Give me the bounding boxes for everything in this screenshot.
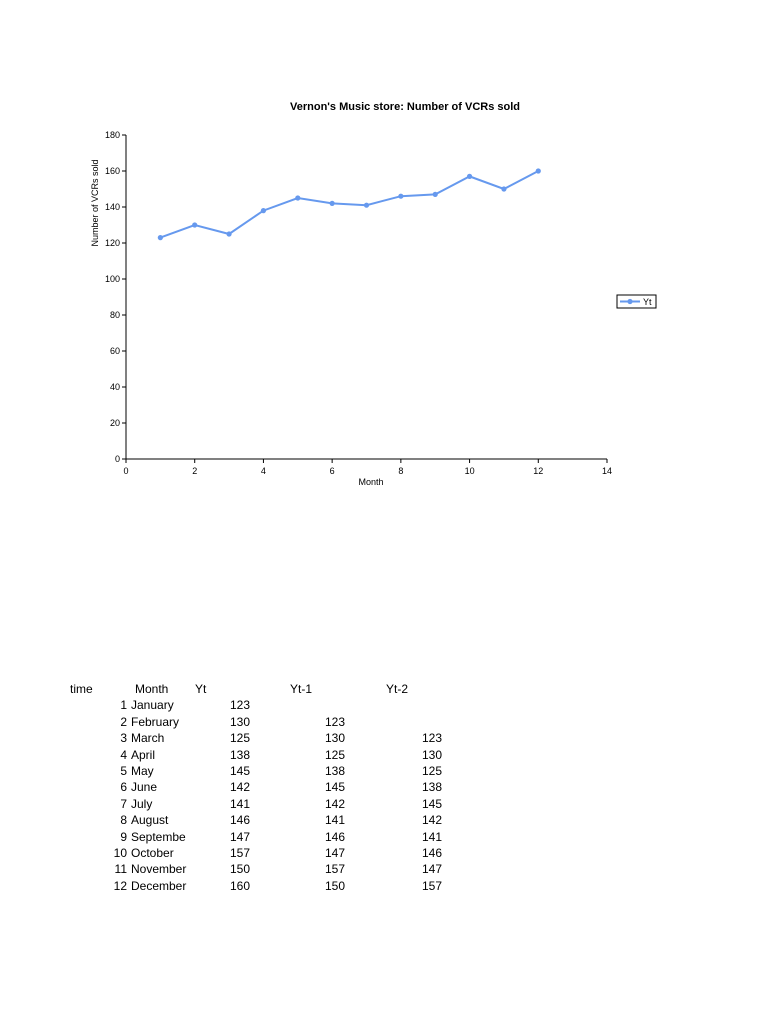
cell-month: December: [131, 878, 187, 893]
cell-time: 1: [120, 698, 127, 713]
cell-yt2: 138: [422, 780, 443, 795]
cell-yt2: 141: [422, 829, 443, 844]
data-table: [70, 681, 483, 894]
x-tick-label: 14: [601, 466, 613, 476]
cell-month: March: [131, 731, 165, 746]
cell-yt: 146: [230, 813, 251, 828]
y-tick-label: 100: [104, 274, 120, 284]
chart-title: Vernon's Music store: Number of VCRs sold: [290, 101, 520, 113]
cell-yt: 150: [230, 862, 251, 877]
x-axis: [123, 459, 612, 476]
data-point: [261, 208, 266, 213]
series-line-yt: [160, 171, 538, 238]
table-header-row: [70, 681, 483, 697]
cell-yt2: 157: [422, 878, 443, 893]
x-tick-label: 0: [123, 466, 129, 476]
cell-time: 8: [120, 813, 127, 828]
cell-time: 9: [120, 829, 127, 844]
header-yt1: Yt-1: [290, 682, 313, 696]
cell-month: January: [131, 698, 174, 713]
cell-yt: 123: [230, 698, 251, 713]
table-row: [70, 796, 483, 812]
cell-yt1: 141: [325, 813, 346, 828]
table-row: [70, 730, 483, 746]
cell-yt1: 123: [325, 714, 346, 729]
cell-yt: 125: [230, 731, 251, 746]
header-time: time: [70, 682, 93, 696]
y-axis: [105, 130, 126, 464]
cell-yt2: 123: [422, 731, 443, 746]
cell-yt1: 138: [325, 764, 346, 779]
cell-time: 4: [120, 747, 127, 762]
table-row: [70, 747, 483, 763]
cell-yt: 141: [230, 796, 251, 811]
cell-yt1: 142: [325, 796, 346, 811]
cell-yt1: 146: [325, 829, 346, 844]
cell-month: April: [131, 747, 156, 762]
cell-yt1: 147: [325, 846, 346, 861]
cell-time: 6: [120, 780, 127, 795]
data-point: [398, 194, 403, 199]
data-point: [467, 174, 472, 179]
cell-time: 2: [120, 714, 127, 729]
cell-time: 3: [120, 731, 127, 746]
x-axis-title: Month: [358, 477, 384, 487]
cell-time: 5: [120, 764, 127, 779]
cell-yt2: 142: [422, 813, 443, 828]
y-tick-label: 0: [114, 454, 120, 464]
y-tick-label: 20: [109, 418, 120, 428]
table-row: [70, 714, 483, 730]
table-row: [70, 878, 483, 894]
table-row: [70, 697, 483, 713]
cell-yt1: 145: [325, 780, 346, 795]
table-row: [70, 861, 483, 877]
cell-time: 7: [120, 796, 127, 811]
data-point: [536, 168, 541, 173]
table-row: [70, 812, 483, 828]
cell-time: 10: [113, 846, 127, 861]
data-point: [330, 201, 335, 206]
legend-label: Yt: [643, 297, 652, 307]
table-row: [70, 845, 483, 861]
x-tick-label: 10: [464, 466, 475, 476]
series-layer: [158, 168, 541, 240]
data-point: [158, 235, 163, 240]
y-tick-label: 160: [104, 166, 120, 176]
cell-yt1: [290, 697, 386, 713]
cell-month: November: [131, 862, 187, 877]
y-tick-label: 120: [104, 238, 120, 248]
cell-yt: 138: [230, 747, 251, 762]
cell-yt1: 125: [325, 747, 346, 762]
legend-marker: [627, 299, 632, 304]
cell-yt2: 147: [422, 862, 443, 877]
table-row: [70, 829, 483, 845]
cell-month: October: [131, 846, 174, 861]
y-tick-label: 40: [109, 382, 120, 392]
y-axis-title: Number of VCRs sold: [90, 159, 100, 247]
x-tick-label: 12: [533, 466, 544, 476]
cell-yt2: 145: [422, 796, 443, 811]
cell-yt: 160: [230, 878, 251, 893]
x-tick-label: 2: [192, 466, 198, 476]
x-tick-label: 6: [329, 466, 335, 476]
table-row: [70, 763, 483, 779]
table-row: [70, 779, 483, 795]
y-tick-label: 80: [109, 310, 120, 320]
data-point: [433, 192, 438, 197]
x-tick-label: 4: [260, 466, 266, 476]
cell-yt2: [386, 714, 483, 730]
cell-month: Septembe: [131, 829, 186, 844]
cell-month: February: [131, 714, 180, 729]
cell-yt: 147: [230, 829, 251, 844]
cell-yt2: 130: [422, 747, 443, 762]
header-month: Month: [135, 682, 169, 696]
legend: [617, 295, 656, 308]
cell-yt1: 157: [325, 862, 346, 877]
data-point: [501, 186, 506, 191]
cell-yt: 130: [230, 714, 251, 729]
cell-yt: 145: [230, 764, 251, 779]
cell-month: June: [131, 780, 158, 795]
cell-yt: 142: [230, 780, 251, 795]
cell-month: August: [131, 813, 169, 828]
cell-yt1: 130: [325, 731, 346, 746]
y-tick-label: 180: [104, 130, 120, 140]
cell-time: 12: [113, 878, 127, 893]
cell-yt: 157: [230, 846, 251, 861]
data-point: [364, 203, 369, 208]
cell-yt1: 150: [325, 878, 346, 893]
data-point: [295, 195, 300, 200]
y-tick-label: 140: [104, 202, 120, 212]
cell-yt2: 146: [422, 846, 443, 861]
header-yt2: Yt-2: [386, 682, 409, 696]
cell-yt2: [386, 697, 483, 713]
header-yt: Yt: [195, 682, 207, 696]
cell-month: July: [131, 796, 153, 811]
cell-time: 11: [114, 862, 127, 877]
x-tick-label: 8: [398, 466, 404, 476]
y-tick-label: 60: [109, 346, 120, 356]
cell-month: May: [131, 764, 154, 779]
cell-yt2: 125: [422, 764, 443, 779]
data-point: [226, 231, 231, 236]
data-point: [192, 222, 197, 227]
